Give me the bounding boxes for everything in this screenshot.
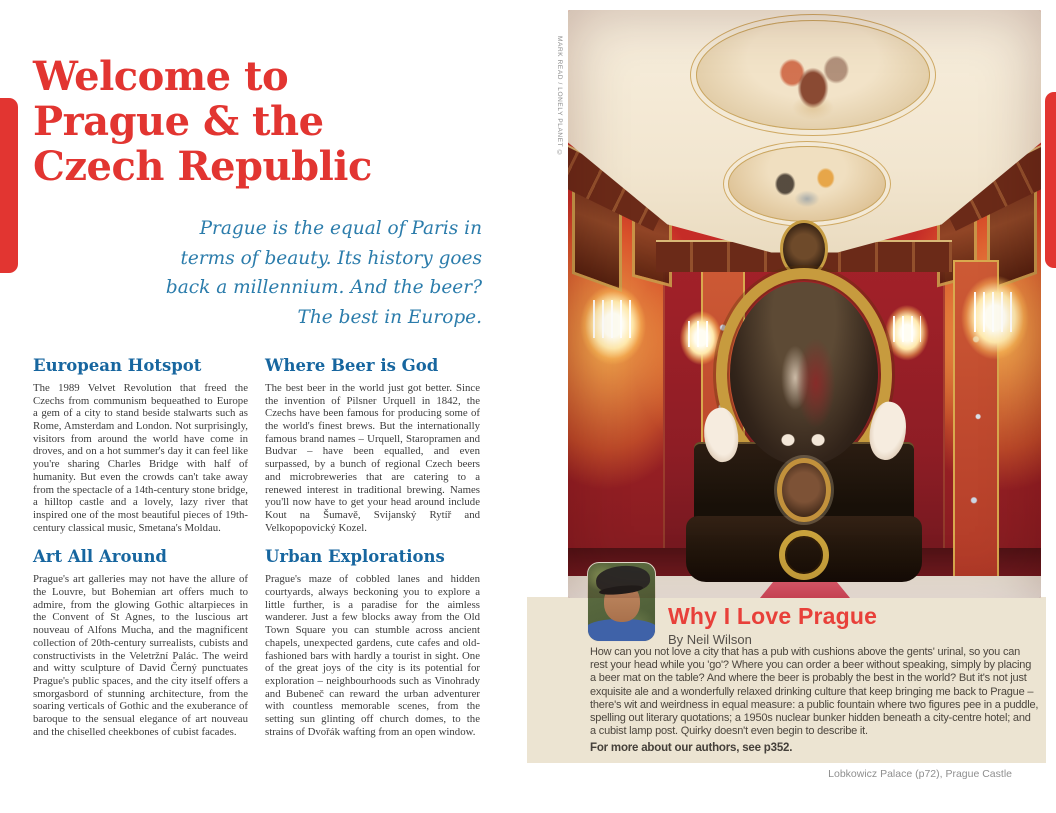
author-shirt	[587, 619, 656, 642]
section-heading: Urban Explorations	[265, 547, 445, 567]
altar-medallion	[777, 458, 831, 522]
authors-note: For more about our authors, see p352.	[590, 742, 793, 755]
title-line-1: Welcome to	[33, 53, 289, 100]
photo-credit: MARK READ / LONELY PLANET ©	[556, 36, 563, 158]
column-right	[265, 357, 480, 739]
section-body: The 1989 Velvet Revolution that freed the Czechs from communism bequeathed to Europe a gem of a city to stand beside stalwarts such as Rome, Amsterdam and London. Not surprisingly, visitors from around the world have come in droves, and on a hot summer's day it can feel like you're sharing Charles Bridge with half of humanity. But even the crowds can't take away from the spectacle of a 14th-century stone bridge, a hilltop castle and a lovely, lazy river that inspired one of the most beautiful pieces of 19th-century classical music, Smetana's Moldau.	[33, 381, 248, 534]
quote-line-1: Prague is the equal of Paris in	[199, 218, 482, 239]
why-i-love-title: Why I Love Prague	[668, 603, 878, 629]
author-byline: By Neil Wilson	[668, 632, 752, 647]
text-columns	[33, 357, 481, 739]
section-art-all-around	[33, 548, 248, 738]
intro-quote	[150, 214, 482, 332]
page-title	[33, 54, 372, 189]
section-body: Prague's art galleries may not have the allure of the Louvre, but Bohemian art offers much to admire, from the glowing Gothic altarpieces in the Convent of St Agnes, to the luscious art nouveau of Alfons Mucha, and the magnificent collection of 20th-century surrealists, cubists and constructivists in the Veletržní Palác. The weird and witty sculpture of David Černý punctuates Prague's public spaces, and the city itself offers a smorgasbord of stunning architecture, from the soaring verticals of Gothic and the exuberance of baroque to the sensual elegance of art nouveau and the chiselled cheekbones of cubist facades.	[33, 573, 248, 738]
section-heading: Art All Around	[33, 547, 167, 567]
why-i-love-body: How can you not love a city that has a pub with cushions above the gents' urinal, so you can rest your head while you 'go'? Where you can order a beer without speaking, simply by placing a beer mat on the table? And where the beer is probably the best in the world? But it's not just exquisite ale and a wonderfully relaxed drinking culture that keep bringing me back to Prague – there's wit and weirdness in equal measure: a public fountain where two figures pee in a puddle, spelling out literary quotations; a 1950s nuclear bunker hidden beneath a city-centre hotel; and a cubist lamp post. Quirky doesn't even begin to describe it.	[590, 646, 1039, 738]
putti-pair	[772, 430, 836, 450]
title-line-3: Czech Republic	[33, 143, 372, 190]
why-i-love-text	[590, 646, 1039, 756]
section-urban-explorations	[265, 548, 480, 738]
ceiling-fresco-top	[696, 20, 930, 130]
section-body: Prague's maze of cobbled lanes and hidden courtyards, always beckoning you to explore a little further, is a paradise for the aimless wanderer. Just a few blocks away from the Old Town Square you can stumble across ancient chapels, unexpected gardens, cute cafes and old-fashioned bars with hardly a tourist in sight. One of the great joys of the city is its potential for exploration – neighbourhoods such as Vinohrady and Bubeneč can reward the urban adventurer with countless memorable scenes, from the setting sun glinting off church domes, to the strains of Dvořák wafting from an open window.	[265, 573, 480, 738]
author-photo	[587, 562, 656, 642]
column-left	[33, 357, 248, 739]
chandelier-right-outer	[955, 268, 1035, 386]
chandelier-left-outer	[574, 278, 652, 390]
ceiling-fresco-lower	[728, 146, 886, 222]
palace-photo	[568, 10, 1041, 598]
gold-wreath-ornament	[779, 530, 829, 580]
section-body: The best beer in the world just got better. Since the invention of Pilsner Urquell in 1842, the Czechs have been famous for producing some of the world's finest brews. But the internationally famous brand names – Urquell, Staropramen and Budvar – have been equalled, and even surpassed, by a bunch of regional Czech beers and microbreweries that are catering to a renewed interest in traditional brewing. Names you'll now have to get your head around include Kout na Šumavě, Svijanský Rytíř and Velkopopovický Kozel.	[265, 381, 480, 534]
right-red-tab	[1045, 92, 1056, 268]
section-heading: European Hotspot	[33, 356, 202, 375]
photo-caption: Lobkowicz Palace (p72), Prague Castle	[828, 768, 1012, 780]
quote-line-3: back a millennium. And the beer?	[165, 277, 482, 298]
section-heading: Where Beer is God	[265, 356, 439, 375]
section-european-hotspot	[33, 357, 248, 534]
quote-line-2: terms of beauty. Its history goes	[180, 247, 482, 269]
section-where-beer-is-god	[265, 357, 480, 534]
left-red-tab	[0, 98, 18, 273]
quote-line-4: The best in Europe.	[297, 306, 482, 328]
title-line-2: Prague & the	[33, 98, 324, 145]
